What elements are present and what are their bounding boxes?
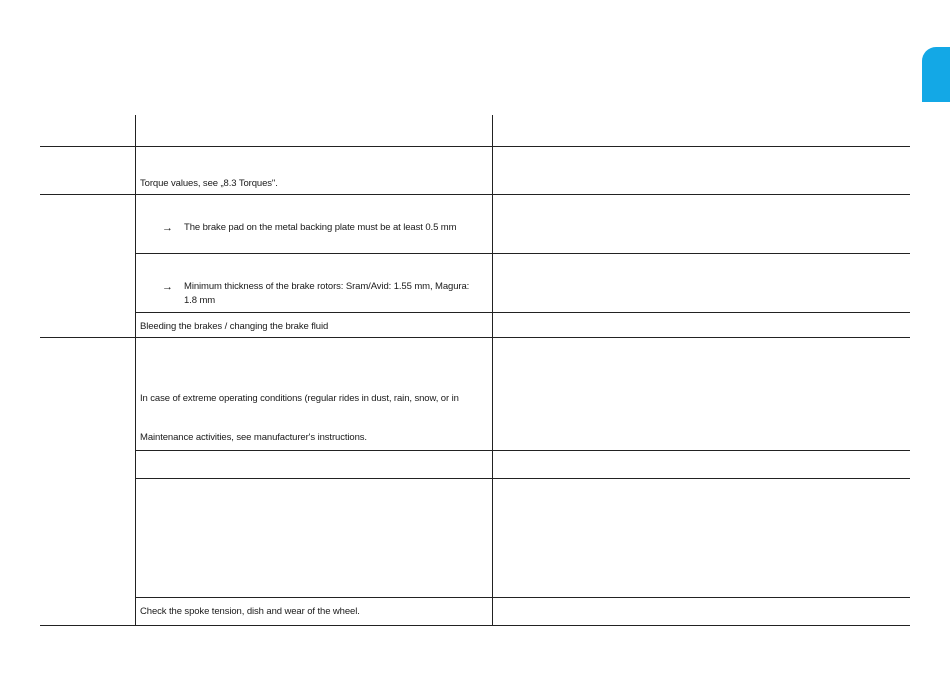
arrow-icon: →: [162, 222, 173, 234]
torque-values-note: Torque values, see „8.3 Torques".: [140, 178, 278, 189]
row-divider: [135, 312, 910, 313]
row-divider: [40, 194, 910, 195]
row-divider: [135, 597, 910, 598]
row-divider: [135, 253, 910, 254]
brake-pad-requirement: The brake pad on the metal backing plate must be at least 0.5 mm: [184, 222, 457, 233]
row-divider: [135, 450, 910, 451]
extreme-conditions-text: In case of extreme operating conditions (regular rides in dust, rain, snow, or in: [140, 393, 459, 404]
row-divider: [40, 146, 910, 147]
bleeding-brakes-text: Bleeding the brakes / changing the brake fluid: [140, 321, 329, 332]
row-divider: [40, 337, 910, 338]
column-divider-2: [492, 115, 493, 626]
chapter-tab-marker: [922, 47, 950, 102]
brake-rotor-requirement: Minimum thickness of the brake rotors: Sram/Avid: 1.55 mm, Magura: 1.8 mm: [184, 281, 470, 306]
maintenance-activities-text: Maintenance activities, see manufacturer's instructions.: [140, 432, 367, 443]
spoke-tension-text: Check the spoke tension, dish and wear of the wheel.: [140, 606, 360, 617]
arrow-icon: →: [162, 281, 173, 293]
row-divider: [135, 478, 910, 479]
column-divider-1: [135, 115, 136, 626]
row-divider: [40, 625, 910, 626]
